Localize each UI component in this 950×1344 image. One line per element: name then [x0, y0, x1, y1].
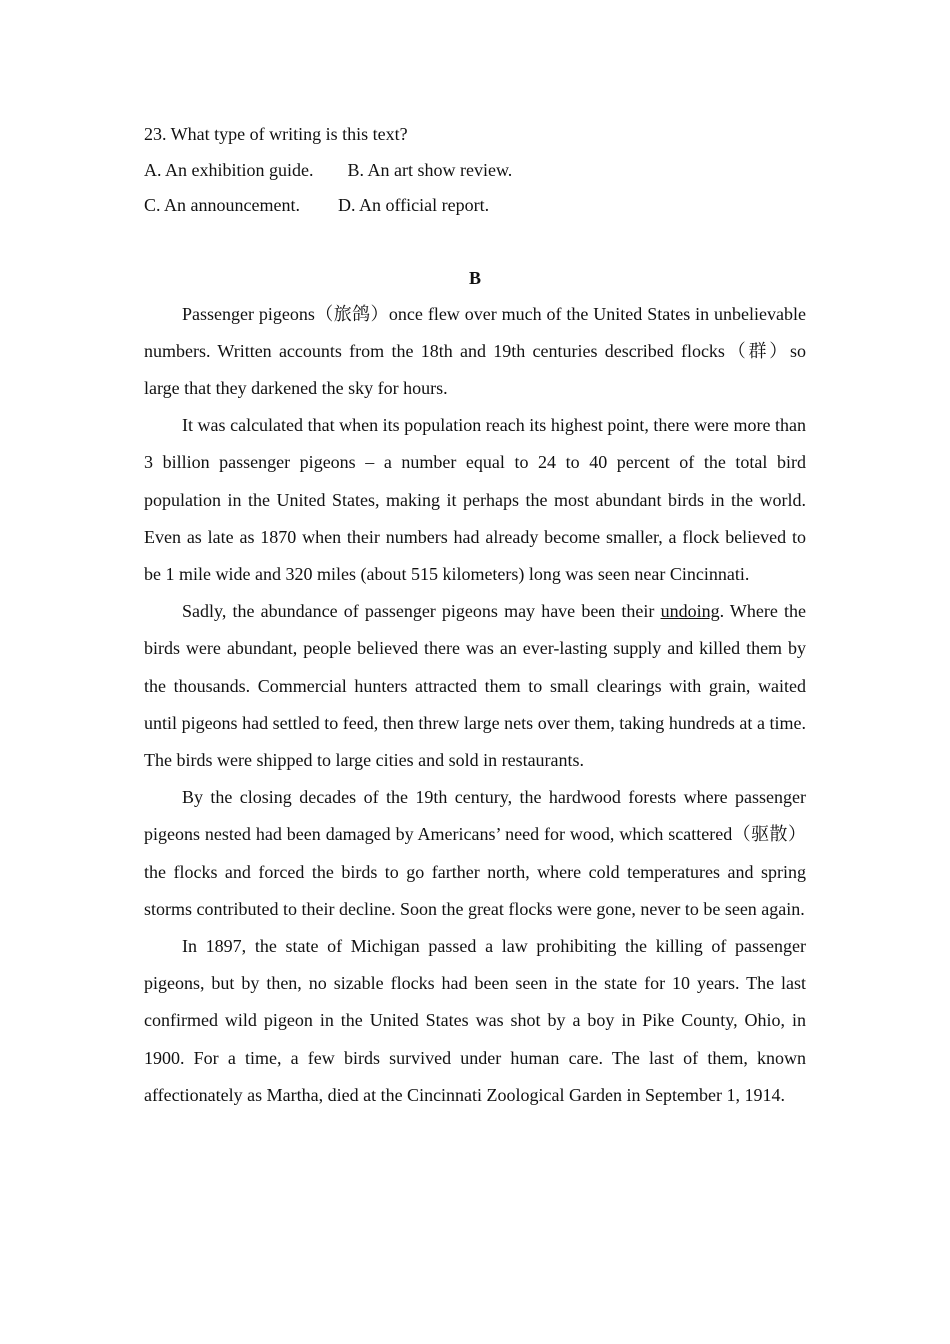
option-b: B. An art show review.	[347, 159, 513, 180]
option-c: C. An announcement.	[144, 195, 300, 215]
options-row-cd	[144, 188, 806, 224]
paragraph-4: By the closing decades of the 19th century, the hardwood forests where passenger pigeons nested had been damaged by Americans’ need for wood, which scattered（驱散）the flocks and forced the birds to go farther north, where cold temperatures and spring storms contributed to their decline. Soon the great flocks were gone, never to be seen again.	[144, 787, 806, 919]
section-title: B	[468, 267, 481, 288]
paragraph-3	[144, 593, 806, 779]
option-d: D. An official report.	[337, 195, 490, 215]
paragraph-5: In 1897, the state of Michigan passed a law prohibiting the killing of passenger pigeons, but by then, no sizable flocks had been seen in the state for 10 years. The last confirmed wild pigeon in the United States was shot by a boy in Pike County, Ohio, in 1900. For a time, a few birds survived under human care. The last of them, known affectionately as Martha, died at the Cincinnati Zoological Garden in September 1, 1914.	[144, 935, 806, 1105]
paragraph-3-text-start: Sadly, the abundance of passenger pigeons may have been their	[182, 601, 661, 622]
options-row-ab	[144, 153, 806, 189]
paragraph-1: Passenger pigeons（旅鸽）once flew over much of the United States in unbelievable numbers. Written accounts from the 18th and 19th centuries described flocks（群）so large that they darkened the sky for hours.	[144, 303, 806, 398]
paragraph-3-text-end: . Where the birds were abundant, people believed there was an ever-lasting supply and killed them by the thousands. Commercial hunters attracted them to small clearings with grain, waited until pigeons had settled to feed, then threw large nets over them, taking hundreds at a time. The birds were shipped to large cities and sold in restaurants.	[144, 601, 806, 770]
section-spacer	[144, 224, 806, 260]
question-stem: 23. What type of writing is this text?	[144, 124, 408, 144]
underlined-word: undoing	[660, 601, 720, 622]
paragraph-2: It was calculated that when its population reach its highest point, there were more than 3 billion passenger pigeons – a number equal to 24 to 40 percent of the total bird population in the United States, making it perhaps the most abundant birds in the world. Even as late as 1870 when their numbers had already become smaller, a flock believed to be 1 mile wide and 320 miles (about 515 kilometers) long was seen near Cincinnati.	[144, 415, 806, 584]
document-page	[144, 117, 806, 1114]
option-a: A. An exhibition guide.	[144, 159, 314, 180]
